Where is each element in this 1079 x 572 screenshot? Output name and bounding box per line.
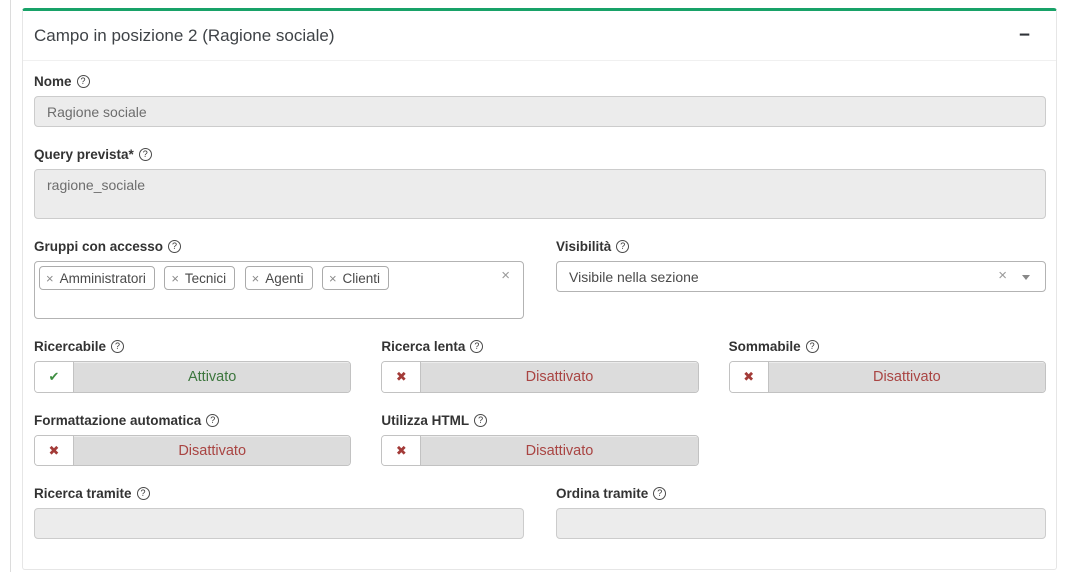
query-label: Query prevista* ?: [34, 148, 1046, 161]
ricercabile-label: Ricercabile ?: [34, 340, 351, 353]
tag-remove-icon[interactable]: ×: [328, 270, 337, 286]
help-icon[interactable]: ?: [111, 340, 124, 353]
cross-icon: ✖: [382, 436, 421, 465]
minus-icon: −: [1018, 24, 1030, 46]
toggle-state-label: Attivato: [74, 362, 350, 392]
tag-remove-icon[interactable]: ×: [46, 270, 54, 286]
visibilita-label: Visibilità ?: [556, 240, 1046, 253]
left-divider: [10, 0, 11, 572]
cross-icon: ✖: [35, 436, 74, 465]
ricercabile-toggle[interactable]: [34, 361, 351, 393]
field-group-visibilita: [556, 240, 1046, 319]
utilizza-html-toggle[interactable]: [381, 435, 698, 466]
ricerca-tramite-label: Ricerca tramite ?: [34, 487, 524, 500]
card-header: [23, 11, 1056, 61]
help-icon[interactable]: ?: [653, 487, 666, 500]
tag-remove-icon[interactable]: ×: [251, 270, 260, 286]
help-icon[interactable]: ?: [616, 240, 629, 253]
formattazione-label: Formattazione automatica ?: [34, 414, 351, 427]
row-search-order: [34, 487, 1046, 539]
field-group-sommabile: [729, 340, 1046, 393]
cross-icon: ✖: [382, 362, 421, 392]
card-body: [23, 61, 1056, 539]
ricerca-tramite-input: [34, 508, 524, 539]
ricerca-lenta-toggle[interactable]: [381, 361, 698, 393]
field-group-ordina-tramite: [556, 487, 1046, 539]
nome-input: [34, 96, 1046, 127]
help-icon[interactable]: ?: [806, 340, 819, 353]
check-icon: ✔: [35, 362, 74, 392]
field-group-gruppi: [34, 240, 524, 319]
formattazione-toggle[interactable]: [34, 435, 351, 466]
nome-label: Nome ?: [34, 75, 1046, 88]
collapse-button[interactable]: [1013, 24, 1036, 46]
field-group-nome: [34, 75, 1046, 127]
cross-icon: ✖: [730, 362, 769, 392]
tag-tecnici: × Tecnici: [164, 266, 235, 290]
row-toggles-1: [34, 340, 1046, 393]
field-group-ricerca-tramite: [34, 487, 524, 539]
help-icon[interactable]: ?: [139, 148, 152, 161]
ricerca-lenta-label: Ricerca lenta ?: [381, 340, 698, 353]
help-icon[interactable]: ?: [470, 340, 483, 353]
query-textarea: [34, 169, 1046, 219]
field-group-ricercabile: [34, 340, 351, 393]
field-settings-card: [22, 8, 1057, 570]
utilizza-html-label: Utilizza HTML ?: [381, 414, 698, 427]
clear-icon[interactable]: ×: [998, 267, 1007, 284]
toggle-state-label: Disattivato: [74, 436, 350, 465]
card-title: Campo in posizione 2 (Ragione sociale): [34, 25, 335, 45]
sommabile-label: Sommabile ?: [729, 340, 1046, 353]
visibilita-selected-value: Visibile nella sezione: [569, 268, 699, 285]
field-group-utilizza-html: [381, 414, 698, 466]
caret-down-icon[interactable]: [1022, 275, 1030, 280]
field-group-query: [34, 148, 1046, 219]
tag-clienti: × Clienti: [322, 266, 389, 290]
clear-all-icon[interactable]: ×: [501, 267, 510, 284]
toggle-state-label: Disattivato: [421, 362, 697, 392]
gruppi-multiselect[interactable]: [34, 261, 524, 319]
toggle-state-label: Disattivato: [769, 362, 1045, 392]
help-icon[interactable]: ?: [474, 414, 487, 427]
ordina-tramite-input: [556, 508, 1046, 539]
tag-agenti: × Agenti: [245, 266, 313, 290]
ordina-tramite-label: Ordina tramite ?: [556, 487, 1046, 500]
empty-column: [729, 414, 1046, 466]
toggle-state-label: Disattivato: [421, 436, 697, 465]
tag-remove-icon[interactable]: ×: [171, 270, 179, 286]
field-group-ricerca-lenta: [381, 340, 698, 393]
help-icon[interactable]: ?: [206, 414, 219, 427]
gruppi-label: Gruppi con accesso ?: [34, 240, 524, 253]
row-access-visibility: [34, 240, 1046, 319]
sommabile-toggle[interactable]: [729, 361, 1046, 393]
visibilita-select[interactable]: [556, 261, 1046, 292]
help-icon[interactable]: ?: [77, 75, 90, 88]
field-group-formattazione: [34, 414, 351, 466]
help-icon[interactable]: ?: [137, 487, 150, 500]
row-toggles-2: [34, 414, 1046, 466]
help-icon[interactable]: ?: [168, 240, 181, 253]
tag-amministratori: × Amministratori: [39, 266, 155, 290]
